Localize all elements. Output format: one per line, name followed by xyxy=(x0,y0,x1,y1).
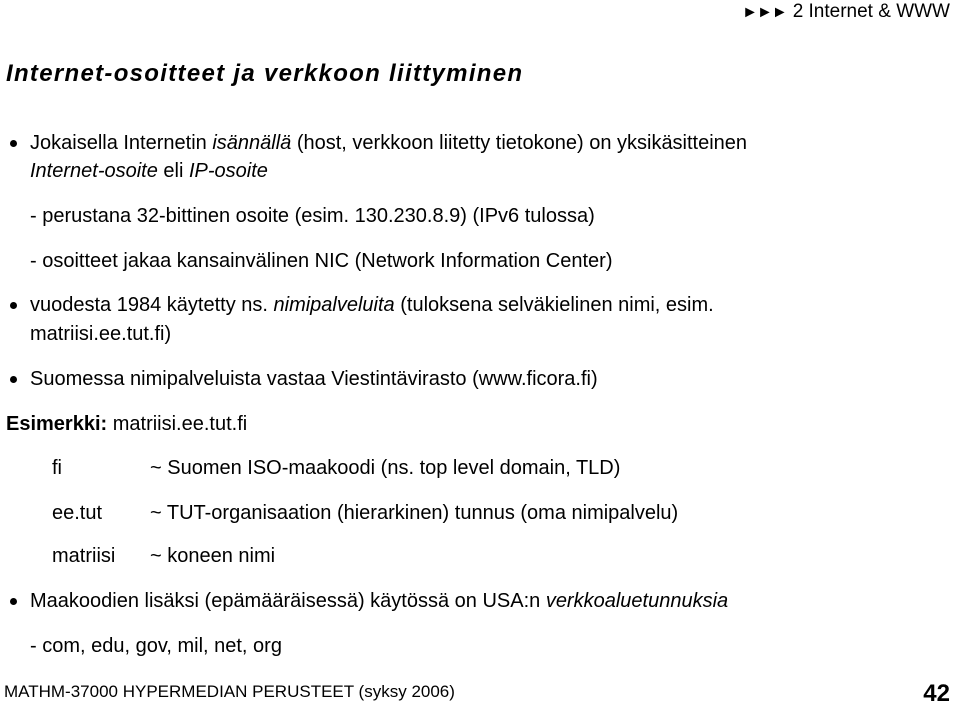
example-value: matriisi.ee.tut.fi xyxy=(107,413,248,435)
bullet-2-line-1: vuodesta 1984 käytetty ns. nimipalveluita (tuloksena selväkielinen nimi, esim. xyxy=(30,294,714,316)
sub-item-domains: - com, edu, gov, mil, net, org xyxy=(30,635,282,657)
bullet-icon xyxy=(10,376,17,383)
triple-arrow-icon: ►►► xyxy=(742,4,787,21)
sub-item-address-basis: - perustana 32-bittinen osoite (esim. 130.230.8.9) (IPv6 tulossa) xyxy=(30,205,595,227)
bullet-1-line-2: Internet-osoite eli IP-osoite xyxy=(30,160,268,182)
bullet-1-line-1: Jokaisella Internetin isännällä (host, verkkoon liitetty tietokone) on yksikäsitteinen xyxy=(30,132,748,154)
domain-term: verkkoaluetunnuksia xyxy=(545,590,729,612)
slide-title: Internet-osoitteet ja verkkoon liittyminen xyxy=(6,60,524,87)
part-desc-matriisi: ~ koneen nimi xyxy=(150,545,276,567)
bullet-4: Maakoodien lisäksi (epämääräisessä) käytössä on USA:n verkkoaluetunnuksia xyxy=(30,590,729,612)
ip-address-term: IP-osoite xyxy=(188,160,268,182)
internet-address-term: Internet-osoite xyxy=(30,160,158,182)
example-label: Esimerkki: xyxy=(6,413,108,435)
bullet-2-line-2: matriisi.ee.tut.fi) xyxy=(30,323,172,345)
bullet-icon xyxy=(10,302,17,309)
sub-item-nic: - osoitteet jakaa kansainvälinen NIC (Network Information Center) xyxy=(30,250,613,272)
part-key-matriisi: matriisi xyxy=(52,545,116,567)
part-desc-fi: ~ Suomen ISO-maakoodi (ns. top level domain, TLD) xyxy=(150,457,621,479)
bullet-icon xyxy=(10,140,17,147)
bullet-3: Suomessa nimipalveluista vastaa Viestintävirasto (www.ficora.fi) xyxy=(30,368,598,390)
host-term: isännällä xyxy=(212,132,292,154)
course-footer: MATHM-37000 HYPERMEDIAN PERUSTEET (syksy 2006) xyxy=(4,682,455,701)
name-service-term: nimipalveluita xyxy=(273,294,395,316)
bullet-icon xyxy=(10,598,17,605)
part-key-fi: fi xyxy=(52,457,62,479)
example-line xyxy=(6,411,247,437)
page-number: 42 xyxy=(923,680,950,707)
section-header xyxy=(742,0,950,25)
section-label: 2 Internet & WWW xyxy=(792,1,950,22)
part-desc-ee-tut: ~ TUT-organisaation (hierarkinen) tunnus (oma nimipalvelu) xyxy=(150,502,679,524)
part-key-ee-tut: ee.tut xyxy=(52,502,103,524)
